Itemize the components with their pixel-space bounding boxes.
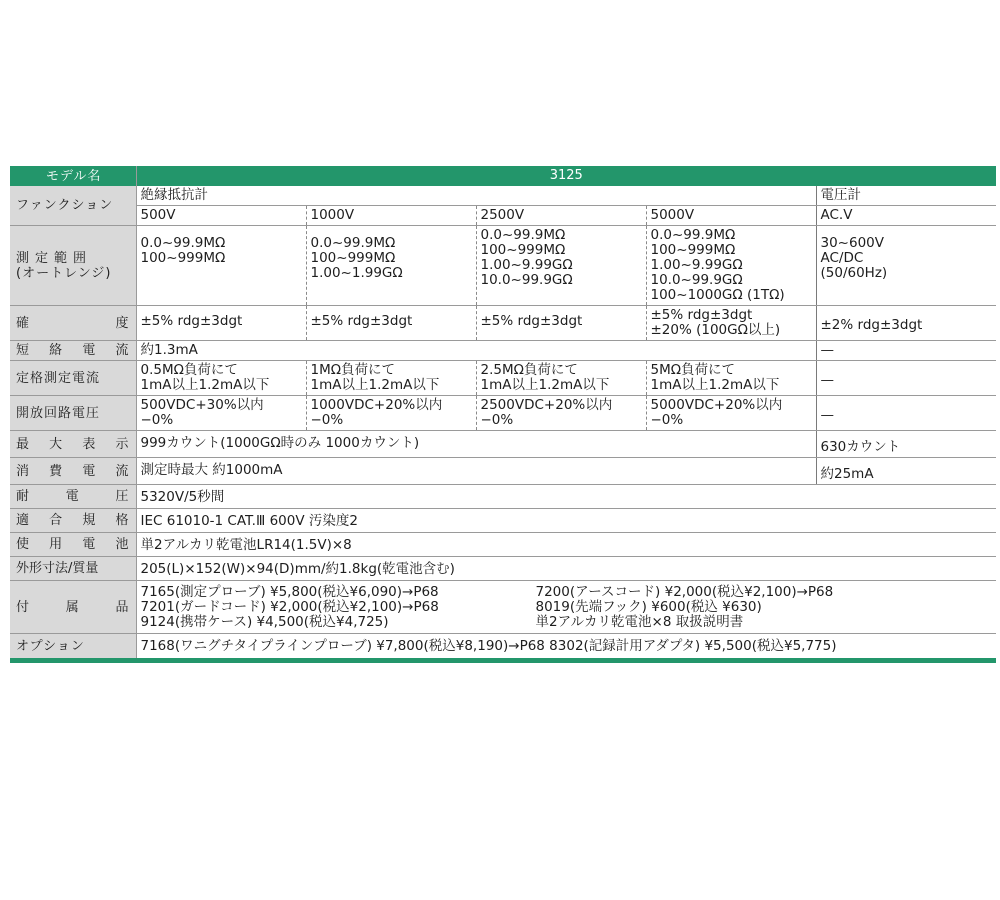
accessory-item: 単2アルカリ乾電池×8 取扱説明書 xyxy=(535,614,744,630)
rated-current-label xyxy=(10,361,136,396)
accuracy-5000 xyxy=(646,306,816,341)
rated-current-value: 1mA以上1.2mA以下 xyxy=(140,377,270,393)
battery-value: 単2アルカリ乾電池LR14(1.5V)×8 xyxy=(136,533,996,557)
voltage-1000: 1000V xyxy=(306,206,476,226)
withstand-label-text: 耐 電 圧 xyxy=(16,489,130,504)
options-value: 7168(ワニグチタイプラインプローブ) ¥7,800(税込¥8,190)→P68 8302(記録計用アダプタ) ¥5,500(税込¥5,775) xyxy=(140,638,837,654)
dimensions-label: 外形寸法/質量 xyxy=(10,557,136,581)
open-voltage-5000 xyxy=(646,396,816,431)
max-display-label xyxy=(10,431,136,458)
power-value: 測定時最大 約1000mA xyxy=(136,458,816,485)
standards-label xyxy=(10,509,136,533)
range-voltmeter xyxy=(816,226,996,306)
standards-value: IEC 61010-1 CAT.Ⅲ 600V 汚染度2 xyxy=(136,509,996,533)
range-value: 1.00~9.99GΩ xyxy=(480,257,573,273)
options-row xyxy=(10,634,996,661)
range-label-line2: (オートレンジ) xyxy=(16,265,112,281)
model-value: 3125 xyxy=(136,166,996,186)
max-display-value: 999カウント(1000GΩ時のみ 1000カウント) xyxy=(136,431,816,458)
range-value: 1.00~9.99GΩ xyxy=(650,257,743,273)
open-voltage-1000 xyxy=(306,396,476,431)
rated-current-value: 1MΩ負荷にて xyxy=(310,362,396,378)
accuracy-500 xyxy=(136,306,306,341)
rated-current-label-text: 定格測定電流 xyxy=(16,370,101,386)
range-label xyxy=(10,226,136,306)
rated-current-500 xyxy=(136,361,306,396)
short-current-voltmeter: — xyxy=(816,341,996,361)
open-voltage-label xyxy=(10,396,136,431)
withstand-label xyxy=(10,485,136,509)
voltage-500: 500V xyxy=(136,206,306,226)
range-5000 xyxy=(646,226,816,306)
power-label-text: 消 費 電 流 xyxy=(16,463,130,479)
accuracy-row xyxy=(10,306,996,341)
power-voltmeter: 約25mA xyxy=(816,458,996,485)
accessories-label xyxy=(10,581,136,634)
rated-current-2500 xyxy=(476,361,646,396)
range-label-line1: 測定範囲 xyxy=(16,250,93,266)
voltage-row xyxy=(10,206,996,226)
accessories-grid xyxy=(141,585,993,630)
accessories-row xyxy=(10,581,996,634)
dimensions-row xyxy=(10,557,996,581)
rated-current-value: 2.5MΩ負荷にて xyxy=(480,362,578,378)
open-voltage-label-text: 開放回路電圧 xyxy=(16,405,101,421)
accuracy-label xyxy=(10,306,136,341)
range-2500 xyxy=(476,226,646,306)
rated-current-value: 1mA以上1.2mA以下 xyxy=(650,377,780,393)
accessory-item: 8019(先端フック) ¥600(税込 ¥630) xyxy=(535,599,762,615)
rated-current-1000 xyxy=(306,361,476,396)
range-value: 100~999MΩ xyxy=(140,250,226,266)
short-current-row xyxy=(10,341,996,361)
withstand-value: 5320V/5秒間 xyxy=(136,485,996,509)
battery-label-text: 使 用 電 池 xyxy=(16,537,130,552)
voltmeter-mode: AC.V xyxy=(816,206,996,226)
rated-current-value: 0.5MΩ負荷にて xyxy=(140,362,238,378)
range-value: 0.0~99.9MΩ xyxy=(310,235,396,251)
accessory-item: 7200(アースコード) ¥2,000(税込¥2,100)→P68 xyxy=(535,584,834,600)
range-value: (50/60Hz) xyxy=(820,265,888,281)
max-display-label-text: 最 大 表 示 xyxy=(16,436,130,452)
rated-current-value: 5MΩ負荷にて xyxy=(650,362,736,378)
range-value: 10.0~99.9GΩ xyxy=(650,272,743,288)
accuracy-value: ±5% rdg±3dgt xyxy=(480,313,583,329)
range-value: 100~999MΩ xyxy=(650,242,736,258)
standards-row xyxy=(10,509,996,533)
open-voltage-500 xyxy=(136,396,306,431)
model-row xyxy=(10,166,996,186)
max-display-voltmeter: 630カウント xyxy=(816,431,996,458)
open-voltage-value: 5000VDC+20%以内 xyxy=(650,397,783,413)
open-voltage-value: −0% xyxy=(480,412,514,428)
insulation-title: 絶縁抵抗計 xyxy=(136,186,816,206)
range-value: 100~999MΩ xyxy=(310,250,396,266)
accuracy-value: ±5% rdg±3dgt xyxy=(140,313,243,329)
accessories-value xyxy=(136,581,996,634)
voltage-5000: 5000V xyxy=(646,206,816,226)
max-display-row xyxy=(10,431,996,458)
accessories-label-text: 付 属 品 xyxy=(16,599,130,615)
short-current-label xyxy=(10,341,136,361)
range-1000 xyxy=(306,226,476,306)
accuracy-value: ±5% rdg±3dgt xyxy=(310,313,413,329)
range-value: 0.0~99.9MΩ xyxy=(650,227,736,243)
open-voltage-value: 500VDC+30%以内 xyxy=(140,397,264,413)
range-value: 0.0~99.9MΩ xyxy=(480,227,566,243)
voltage-2500: 2500V xyxy=(476,206,646,226)
open-voltage-row xyxy=(10,396,996,431)
accessory-item: 7201(ガードコード) ¥2,000(税込¥2,100)→P68 xyxy=(140,599,439,615)
open-voltage-value: −0% xyxy=(650,412,684,428)
range-500 xyxy=(136,226,306,306)
accuracy-label-text: 確 度 xyxy=(16,315,130,331)
open-voltage-voltmeter: — xyxy=(816,396,996,431)
open-voltage-value: 2500VDC+20%以内 xyxy=(480,397,613,413)
open-voltage-2500 xyxy=(476,396,646,431)
withstand-row xyxy=(10,485,996,509)
standards-label-text: 適 合 規 格 xyxy=(16,513,130,528)
spec-table xyxy=(10,166,996,663)
rated-current-voltmeter: — xyxy=(816,361,996,396)
power-label xyxy=(10,458,136,485)
accuracy-value: ±5% rdg±3dgt xyxy=(650,307,753,323)
function-label-text: ファンクション xyxy=(16,198,114,213)
short-current-value: 約1.3mA xyxy=(136,341,816,361)
open-voltage-value: 1000VDC+20%以内 xyxy=(310,397,443,413)
accuracy-value: ±2% rdg±3dgt xyxy=(820,317,923,333)
power-row xyxy=(10,458,996,485)
rated-current-5000 xyxy=(646,361,816,396)
options-label-text: オプション xyxy=(16,638,85,654)
function-row xyxy=(10,186,996,206)
accuracy-1000 xyxy=(306,306,476,341)
rated-current-row xyxy=(10,361,996,396)
battery-row xyxy=(10,533,996,557)
short-current-label-text: 短 絡 電 流 xyxy=(16,343,130,358)
open-voltage-value: −0% xyxy=(310,412,344,428)
dimensions-value: 205(L)×152(W)×94(D)mm/約1.8kg(乾電池含む) xyxy=(136,557,996,581)
accessory-item: 9124(携帯ケース) ¥4,500(税込¥4,725) xyxy=(140,614,389,630)
range-row xyxy=(10,226,996,306)
battery-label xyxy=(10,533,136,557)
range-value: 100~1000GΩ (1TΩ) xyxy=(650,287,785,303)
rated-current-value: 1mA以上1.2mA以下 xyxy=(310,377,440,393)
range-value: 0.0~99.9MΩ xyxy=(140,235,226,251)
accessory-item: 7165(測定プローブ) ¥5,800(税込¥6,090)→P68 xyxy=(140,584,439,600)
voltmeter-title: 電圧計 xyxy=(816,186,996,206)
rated-current-value: 1mA以上1.2mA以下 xyxy=(480,377,610,393)
range-value: AC/DC xyxy=(820,250,864,266)
range-value: 30~600V xyxy=(820,235,884,251)
function-label xyxy=(10,186,136,226)
model-label: モデル名 xyxy=(10,166,136,186)
range-value: 100~999MΩ xyxy=(480,242,566,258)
range-value: 1.00~1.99GΩ xyxy=(310,265,403,281)
range-value: 10.0~99.9GΩ xyxy=(480,272,573,288)
options-label xyxy=(10,634,136,661)
accuracy-voltmeter xyxy=(816,306,996,341)
accuracy-2500 xyxy=(476,306,646,341)
accuracy-value: ±20% (100GΩ以上) xyxy=(650,322,781,338)
open-voltage-value: −0% xyxy=(140,412,174,428)
